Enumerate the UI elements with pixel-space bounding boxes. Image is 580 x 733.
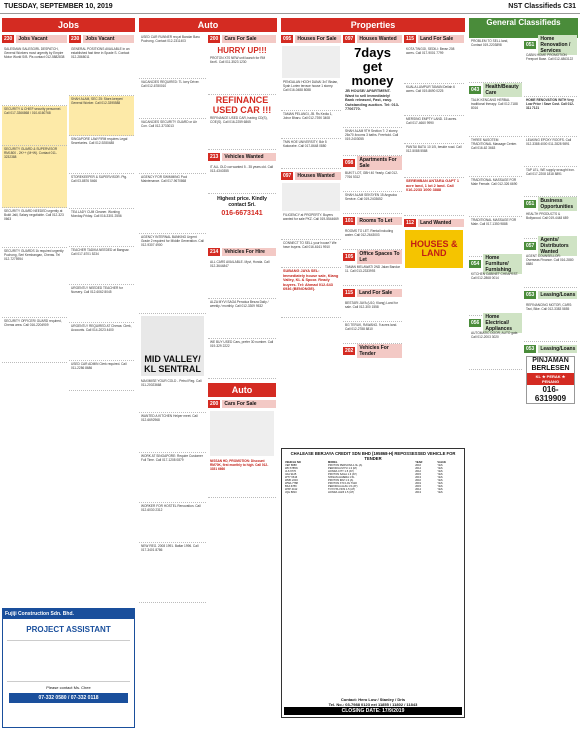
fujii-title: Fujiji Construction Sdn. Bhd. [3, 609, 134, 619]
refinance-headline: REFINANCE USED CAR !!! [212, 95, 272, 115]
general-section-title: General Classifieds [469, 18, 578, 38]
ad-item: BESTARI JAYA (U10, Klang) Land for sale. Call 012-300 1558 [343, 300, 402, 322]
ad-item: STOREKEEPER & SUPERVISOR. Ptg. Call 03-8876 5466 [69, 174, 134, 209]
header-paper: NST Classifieds C31 [508, 3, 576, 10]
auto-subcol-1 [139, 32, 207, 603]
jobs-column [2, 18, 135, 733]
ad-item: ALZA MYVI SAGA Perodua Bezza Daily / weekly / monthly. Call 012-3309 9532 [208, 299, 276, 339]
ad-item: URGENTLY REQUIRED AT Cheras: Clerk, Accounts. Call 014-2023 4400 [69, 323, 134, 361]
jobs-subcol-2 [68, 32, 134, 391]
ad-item: BG TERUK, RAWANG. 9 acres land. Call 012-2788 8810 [343, 322, 402, 344]
table-row: JQH 8810 HONDA JAZZ 1.5 (AT) 2013 YES [285, 491, 443, 494]
gen-cat-2: 043 Health/Beauty Care [469, 85, 522, 95]
ad-item: VACANCIES SECURITY GUARD or Air Con. Call 012-3733013 [139, 119, 206, 174]
prop-cat-7: 115 Land For Sale [343, 288, 402, 298]
house-photo [282, 46, 340, 78]
prop-subcol-3 [403, 32, 464, 358]
ad-item: WORK AT SINGAPORE: Require Customer Full Time. Call 017-1208 0879 [139, 453, 206, 503]
ad-item: ALL CARS AVAILABLE. Myvi, Honda. Call 012-3644847 [208, 259, 276, 299]
auto-column [139, 18, 277, 733]
ad-item: TALIK KENCANG HERBAL traditional therapy. Call 012-7188 8016 [469, 97, 522, 137]
prop-cat-1: 095 Houses For Sale [281, 34, 341, 44]
fujii-phone: 07-332 0580 / 07-332 0118 [9, 693, 128, 703]
ad-item: REFINANCE USED CAR, having CD(S), COE(S). Call 016-2259 6865 [208, 115, 276, 150]
ad-item: USED CAR RUNNER req at Bandar Baru Puchong. Contact 012-2311403 [139, 34, 206, 79]
ad-item: TAMAN MELAWATI 2ND Jalan Bandar 11. Call 013-2333993 [343, 264, 402, 286]
auto-cat-4: 200 Cars For Sale [208, 399, 276, 409]
ad-item: URGENTLY NEEDED TEACHER for Nursery. Call 012-6062 8045 [69, 285, 134, 323]
ad-item: SECURITY GUARDS 1k required urgently Puchong, Seri Kembangan, Cheras. Tel 012-7275954 [2, 248, 67, 318]
ad-item: HOME RENOVATION WITH Very Low Price / Save Cost. Call 012-311 7121 [524, 97, 577, 137]
table-row: WD 6785N PERODUA MYVI 1.3 (M) 2014 YES [285, 467, 443, 470]
ad-item: SINGAPORE LAW FIRM requires Legal Secretaries. Call 012-9280488 [69, 136, 134, 174]
ad-item: AGENCY INTERNAL BANKING Urgent Grade 2 required for Middle Generation. Call 012-9307 4900 [139, 234, 206, 314]
table-row: WMK 2216 PROTON IRIZ 1.3 (A) 2016 YES [285, 479, 443, 482]
refinance-sub: Highest price. Kindly contact Sri. [217, 196, 267, 208]
properties-section-title: Properties [281, 18, 465, 32]
gen-cat-6: 054 Home Furniture/ Furnishing [469, 259, 522, 269]
prop-cat-6: 105 Office Spaces To Let [343, 252, 402, 262]
ad-item: WANTED A KITCHEN Helper meet. Call 012-6692968 [139, 413, 206, 453]
pinjaman-ad [526, 356, 575, 404]
ad-item: MERSING EMPTY LAND. 15 acres. Call 017-4660 9990 [404, 116, 464, 144]
buy-ad: JB HOUSE/ APARTMENT. Want to sell immediately! Bank released, Fast, easy. Outstanding auction. Tel: 013-7706770. [343, 88, 402, 128]
ad-item: KOTA TINGGI, SEDILI: Beran 208 acres. Call 017-9001 7799 [404, 46, 464, 84]
ad-item: USED CAR ADMIN Clerk required. Call 011-2286 8686 [69, 361, 134, 391]
pinjaman-sub: KL ★ PERAK ★ PENANG [527, 373, 574, 385]
tender-phone: Tel. No.: 03-7988 0123 ext 11855 / 11802 / 11843 [328, 702, 418, 707]
ad-item: SECURITY & CHIEF security personnel. Call 017-3366868 / 010-6160768 [2, 106, 67, 146]
auto-cat-1: 200 Cars For Sale [208, 34, 276, 44]
gen-cat-5: 053 Leasing/Loans [526, 292, 576, 298]
auto-section-title-2: Auto [208, 383, 276, 397]
pinjaman-phone: 016-6319909 [534, 385, 567, 403]
properties-column [281, 18, 465, 733]
ad-item: REFINANCING MOTOR, CARS: Taxi, Bike. Call 012-3383 5855 [524, 302, 577, 342]
ad-item: SHAH ALAM, SEC 25: Store-keeper/ General Worker. Call 012-3395588 [69, 96, 134, 136]
ad-item: LEAKING EPOXY ROOFS. Call 012-3388 4000 011-2828 9891 [524, 137, 577, 167]
gen-subcol-2 [523, 38, 577, 406]
ad-item: NEW REG. 2008 1991. Bafiar 1996. Call 017-3401 8786 [139, 543, 206, 603]
table-row: BKA 6789 PERODUA ALZA 1.5 (AT) 2015 YES [285, 485, 443, 488]
ad-item: TRADITIONAL MASSAGE FOR Male Female. Call 012-326 6690 [469, 177, 522, 217]
gen-cat-7: 056 Home Electrical/ Appliances [469, 318, 522, 328]
ad-item: SALESMAN SALESGIRL DESPATCH, General Workers most urgently by Empire Motor World S/B. Pls contact 012-5882838 [2, 46, 67, 106]
ad-item: TAMAN PELANGI, JB. Rs Kedia 1, Johor Bharu. Call 012-7390 3408 [281, 111, 341, 139]
gen-cat-1: 051 Home Renovation / Services [524, 40, 577, 50]
table-header: VEHICLE NO MODEL YEAR VALUE [285, 461, 447, 464]
mid-valley-text: MID VALLEY/ KL SENTRAL [144, 354, 201, 374]
jobs-cat-1: 230 Jobs Vacant [2, 34, 67, 44]
mid-valley-ad [141, 316, 204, 376]
houses-land-banner: HOUSES & LAND [405, 230, 463, 268]
ad-item: SHAH ALAM 9TH Section 7: 2 storey. 26x70 4rooms 3 baths. Freehold. Call 019-2403055 [343, 128, 402, 156]
ad-item: ROOMS TO LET. Rental including water. Call 012-2643003 [343, 228, 402, 250]
ad-item: SEREMBAN ANTARA GAPT 1 acre land, 1 lot 2 land. Call 016-2233 1000 3888 [404, 178, 464, 216]
prop-subcol-2 [342, 32, 403, 358]
ad-item: AUTOMATIC DOOR, AUTO gate. Call 012-2003 3020 [469, 330, 522, 370]
ad-item: KITCHEN CABINET CHEAPEST. Call 012-2868 0014 [469, 271, 522, 316]
ad-item: TEA LADY CUM Cleaner. Working Monday-Friday. Call 016-3301 2556 [69, 209, 134, 247]
ad-item: KUALA LUMPUR TAMAN Dellah 6 acres. Call 019-8690 0225 [404, 84, 464, 116]
pinjaman-title: PINJAMAN BERLESEN [531, 357, 570, 372]
table-row: WXP 4412 TOYOTA VIOS 1.5 (AT) 2014 YES [285, 488, 443, 491]
ad-item: CABIN HOME PROMOTION Freeport Base. Call 012-4863122 [524, 52, 577, 97]
ad-item: FILIGENCY at PROPERTY. Buyers wanted for sale PKZ. Call 019-5544669 [281, 212, 341, 240]
prop-subcol-1 [281, 32, 342, 358]
fujii-ad [2, 608, 135, 728]
prop-cat-8: 202 Vehicles For Tender [343, 346, 402, 356]
page-header [0, 0, 580, 14]
table-row: WTY 6616 NISSAN ALMERA 1.5L 2013 YES [285, 476, 443, 479]
ad-item: HEALTH PRODUCTS & Bollywood. Call 019-4448 689 [524, 211, 577, 239]
subang-ad: SUBANG JAYA SEL: Immediately house sale, Klang Valley, KL & Spoor. Ready buyers. Tel: Ahmad 012-643 6936 (BENONGE). [281, 268, 341, 318]
ad-item: THREE NASOTEM TRADITIONAL Massage Center. Call 016-62 3663 [469, 137, 522, 177]
gen-cat-4: 057 Agents/ Distributors Wanted [524, 241, 577, 251]
tender-table [284, 461, 462, 494]
prop-cat-4: 098 Apartments For Sale [343, 158, 402, 168]
gen-cat-8: 053 Leasing/Loans [526, 346, 576, 352]
auto-cat-2: 213 Vehicles Wanted [208, 152, 276, 162]
table-row: VEP 8888 PROTON PERSONA 1.6L (A) 2016 YES [285, 464, 443, 467]
table-row: VAA 9125 PROTON SAGA 1.3 (AT) 2015 YES [285, 473, 443, 476]
ad-item: VACANCIES REQUIRED: TL lorry Driver. Call 012-6780010 [139, 79, 206, 119]
prop-cat-10: 112 Land Wanted [404, 218, 464, 228]
tender-title: CHALEASE BERJAYA CREDIT SDN BHD (195868-H) REPOSSESSED VEHICLE FOR TENDER [290, 451, 456, 461]
ad-item: WORKER FOR HOSTEL Renovation. Call 012-6030 2312 [139, 503, 206, 543]
auto-subcol-2 [207, 32, 276, 603]
car-photo [210, 411, 274, 456]
ad-item: GENERAL POSITIONS AVAILABLE in an established fast time in Spade S. Contact 012-2868011 [69, 46, 134, 96]
jobs-subcol-1 [2, 32, 68, 391]
ad-item: TRADITIONAL MASSAGE FOR Male. Call 017-1350 9888 [469, 217, 522, 257]
ad-item: BUKIT LOT, GBH 40 Yearly. Call 012-7766 5312 [343, 170, 402, 192]
refinance-phone: 016-6673141 [221, 210, 263, 217]
tender-contact: Contact: Hero Low / Stanley / Dris [340, 697, 406, 702]
prop-cat-5: 101 Rooms To Let [343, 216, 402, 226]
header-date: TUESDAY, SEPTEMBER 10, 2019 [4, 3, 113, 10]
ad-item: WE BUY USED Cars, prefer 30 number. Call 019-329 2222 [208, 339, 276, 379]
ad-item: CONNECT TO SELL your house? We have buyers. Call 016-6161 9910 [281, 240, 341, 268]
table-row: JLS 6770 HONDA CITY 1.5 (AT) 2012 YES [285, 470, 443, 473]
tender-closing: CLOSING DATE: 17/9/2019 [284, 707, 462, 715]
map-photo [282, 183, 340, 211]
ad-item: PENGALAN HOOH DANA! 3x7 Bistan, Syah Lorien terrace house 1 storey. Call 016-0488 8088 [281, 79, 341, 111]
prop-cat-3: 115 Land For Sale [404, 34, 464, 44]
ad-item: SECURITY GUARD NEEDED urgently at Bukit Jalil, Salary negotiable. Call 012-323 0663 [2, 208, 67, 248]
ad-item: SECURITY GUARD & SUPERVISOR RM1800 - 2K++ (M+W). Contact 011-3232388 [2, 146, 67, 208]
ad-item: TAP LEL, WE supply wrought iron. Call 017-2208 1818 8891 [524, 167, 577, 197]
ad-item: NISSAN HD, PROMOTION: Discount RM70K, first monthly to high. Call 012-3351 6666 [208, 458, 276, 498]
general-column [469, 18, 578, 733]
ad-item: AGENCY FOR SWIMMING Pool Maintenance. Call 017-9670868 [139, 174, 206, 234]
ad-item: PANTAI BATU 10 1/5, beside road. Call 012-5088 5588 [404, 144, 464, 178]
ad-item: PROTON X70 NEW unit launch for RM 6xxK. Call 011-3523 1230 [208, 55, 276, 95]
gen-subcol-1 [469, 38, 523, 406]
ad-item: MAXIMISE YOUR COLD - Petrol Reg. Call 011-20023668 [139, 378, 206, 413]
ad-item: SECURITY OFFICER/ GUARD required, Cheras area. Call 016-2204909 [2, 318, 67, 363]
hurry-text: HURRY UP!!! [217, 46, 267, 55]
ad-item: SHAH ALAM SEKSYEN 15 Angsoka Service. Call 019-2403652 [343, 192, 402, 214]
chalease-tender [281, 448, 465, 718]
ad-item: PROBLEM TO SELL land, Contact 019-2203898 [469, 38, 522, 83]
prop-cat-2b: 097 Houses Wanted [343, 34, 402, 44]
ad-item: TMN HOE UNIVERSITY, Bdr 5 Kakorahe. Call 017-8648 0880 [281, 139, 341, 169]
gen-cat-3: 051 Business Opportunities [524, 199, 577, 209]
ad-item: IT ALL OLD car wanted 5 - 35 years old. Call 013-4340355 [208, 164, 276, 194]
seven-days-headline: 7days get money [351, 45, 394, 88]
jobs-section-title: Jobs [2, 18, 135, 32]
jobs-cat-2: 230 Jobs Vacant [69, 34, 134, 44]
auto-section-title: Auto [139, 18, 277, 32]
prop-cat-2: 097 Houses Wanted [281, 171, 341, 181]
auto-cat-3: 214 Vehicles For Hire [208, 247, 276, 257]
table-row: WWA 7788 PROTON X70 1.8L TGDI 2019 YES [285, 482, 443, 485]
ad-item: TEACHER TADIKA NEEDED at Bangsar. Call 017-6701 5234 [69, 247, 134, 285]
fujii-contact: Please contact Ms. Chee [46, 685, 91, 690]
fujii-subtitle: PROJECT ASSISTANT [26, 625, 111, 634]
fujii-body [7, 640, 130, 682]
ad-item: AGENT COUNSELLOR: Overseas Finance. Call 016-2880 8880 [524, 253, 577, 288]
